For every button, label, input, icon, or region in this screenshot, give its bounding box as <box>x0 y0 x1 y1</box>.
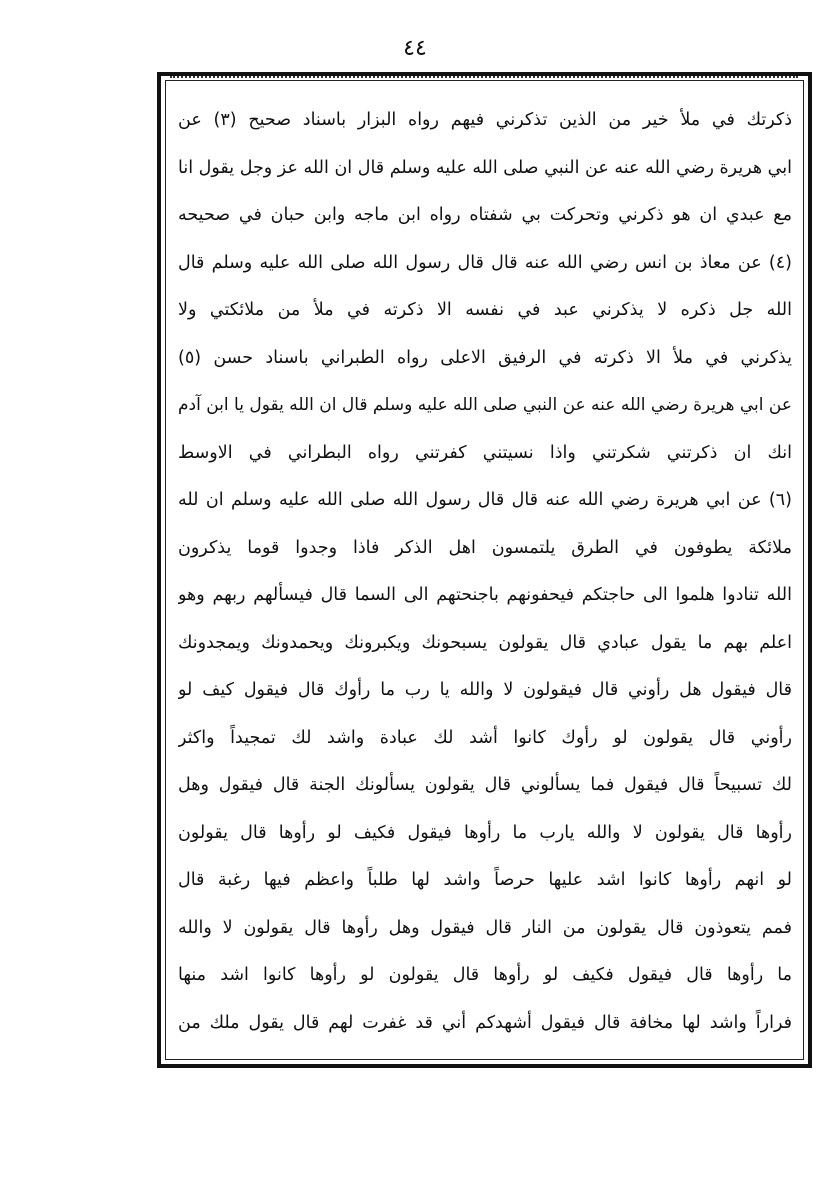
text-line: (٦) عن ابي هريرة رضي الله عنه قال قال رسول الله صلى الله عليه وسلم ان لله <box>178 490 792 510</box>
text-line: الله تنادوا هلموا الى حاجتكم فيحفونهم باجنحتهم الى السما قال فيسألهم ربهم وهو <box>178 585 792 605</box>
text-line: رأوني قال يقولون لو رأوك كانوا أشد لك عبادة واشد لك تمجيداً واكثر <box>178 727 792 748</box>
text-line: قال فيقول هل رأوني قال فيقولون لا والله يا رب ما رأوك قال فيقول كيف لو <box>178 680 792 700</box>
text-line: ملائكة يطوفون في الطرق يلتمسون اهل الذكر فاذا وجدوا قوما يذكرون <box>178 537 792 558</box>
text-line: ابي هريرة رضي الله عنه عن النبي صلى الله عليه وسلم قال ان الله عز وجل يقول انا <box>178 157 792 178</box>
text-line: مع عبدي ان هو ذكرني وتحركت بي شفتاه رواه ابن ماجه وابن حبان في صحيحه <box>178 205 792 225</box>
text-line: لك تسبيحاً قال فيقول فما يسألوني قال يقولون يسألونك الجنة قال فيقول وهل <box>178 775 792 795</box>
text-line: يذكرني في ملأ الا ذكرته في الرفيق الاعلى رواه الطبراني باسناد حسن (٥) <box>178 347 792 368</box>
text-line: ما رأوها قال فيقول فكيف لو رأوها قال يقولون لو رأوها كانوا اشد منها <box>178 965 792 985</box>
text-line: اعلم بهم ما يقول عبادي قال يقولون يسبحونك ويكبرونك ويحمدونك ويمجدونك <box>178 632 792 653</box>
text-line: الله جل ذكره لا يذكرني عبد في نفسه الا ذكرته في ملأ من ملائكتي ولا <box>178 300 792 320</box>
text-line: رأوها قال يقولون لا والله يارب ما رأوها فيقول فكيف لو رأوها قال يقولون <box>178 822 792 843</box>
text-line: انك ان ذكرتني شكرتني واذا نسيتني كفرتني رواه البطراني في الاوسط <box>178 442 792 463</box>
page-frame-dotted-border <box>170 76 798 78</box>
page-text-block <box>178 96 792 1046</box>
text-line: عن ابي هريرة رضي الله عنه عن النبي صلى الله عليه وسلم قال ان الله يقول يا ابن آدم <box>178 395 792 415</box>
text-line: فراراً واشد لها مخافة قال فيقول أشهدكم أني قد غفرت لهم قال يقول ملك من <box>178 1012 792 1033</box>
text-line: فمم يتعوذون قال يقولون من النار قال فيقول وهل رأوها قال يقولون لا والله <box>178 917 792 938</box>
page-number: ٤٤ <box>403 36 427 61</box>
text-line: لو انهم رأوها كانوا اشد عليها حرصاً واشد لها طلباً واعظم فيها رغبة قال <box>178 870 792 890</box>
text-line: (٤) عن معاذ بن انس رضي الله عنه قال قال رسول الله صلى الله عليه وسلم قال <box>178 252 792 273</box>
text-line: ذكرتك في ملأ خير من الذين تذكرني فيهم رواه البزار باسناد صحيح (٣) عن <box>178 110 792 130</box>
